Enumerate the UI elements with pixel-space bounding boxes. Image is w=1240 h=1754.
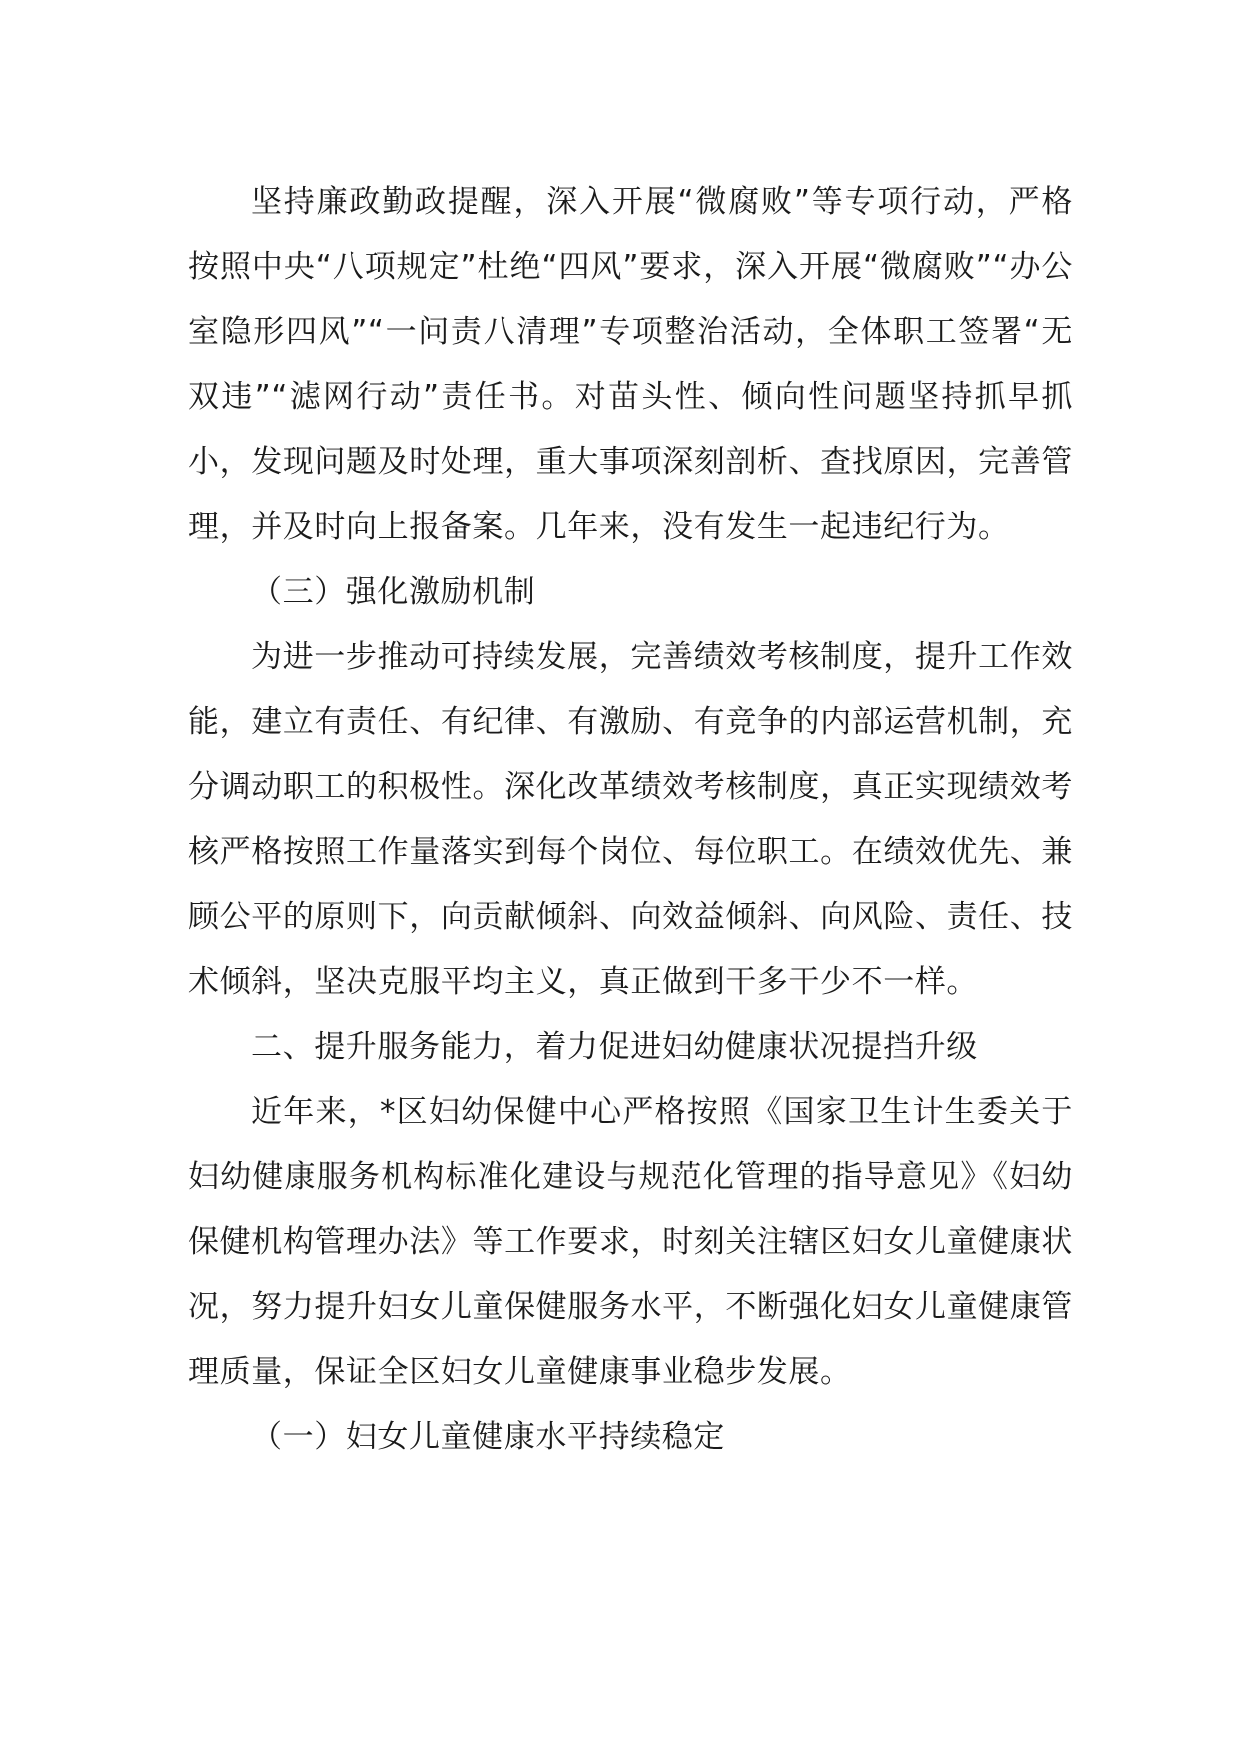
paragraph-maternal-child-health: 近年来，*区妇幼保健中心严格按照《国家卫生计生委关于妇幼健康服务机构标准化建设与规范化管理的指导意见》《妇幼保健机构管理办法》等工作要求，时刻关注辖区妇女儿童健康状况，努力提升妇女儿童保健服务水平，不断强化妇女儿童健康管理质量，保证全区妇女儿童健康事业稳步发展。: [188, 1094, 1073, 1390]
section-heading-service-capacity: 二、提升服务能力，着力促进妇幼健康状况提挡升级: [251, 1029, 978, 1065]
sub-heading-health-level-stable: （一）妇女儿童健康水平持续稳定: [251, 1419, 725, 1455]
sub-heading-incentive-mechanism: （三）强化激励机制: [251, 574, 536, 610]
paragraph-integrity-reminder: 坚持廉政勤政提醒，深入开展“微腐败”等专项行动，严格按照中央“八项规定”杜绝“四风”要求，深入开展“微腐败”“办公室隐形四风”“一问责八清理”专项整治活动，全体职工签署“无双违”“滤网行动”责任书。对苗头性、倾向性问题坚持抓早抓小，发现问题及时处理，重大事项深刻剖析、查找原因，完善管理，并及时向上报备案。几年来，没有发生一起违纪行为。: [188, 184, 1073, 545]
paragraph-performance-assessment: 为进一步推动可持续发展，完善绩效考核制度，提升工作效能，建立有责任、有纪律、有激励、有竞争的内部运营机制，充分调动职工的积极性。深化改革绩效考核制度，真正实现绩效考核严格按照工作量落实到每个岗位、每位职工。在绩效优先、兼顾公平的原则下，向贡献倾斜、向效益倾斜、向风险、责任、技术倾斜，坚决克服平均主义，真正做到干多干少不一样。: [188, 639, 1073, 1000]
document-body: [188, 170, 1073, 1470]
